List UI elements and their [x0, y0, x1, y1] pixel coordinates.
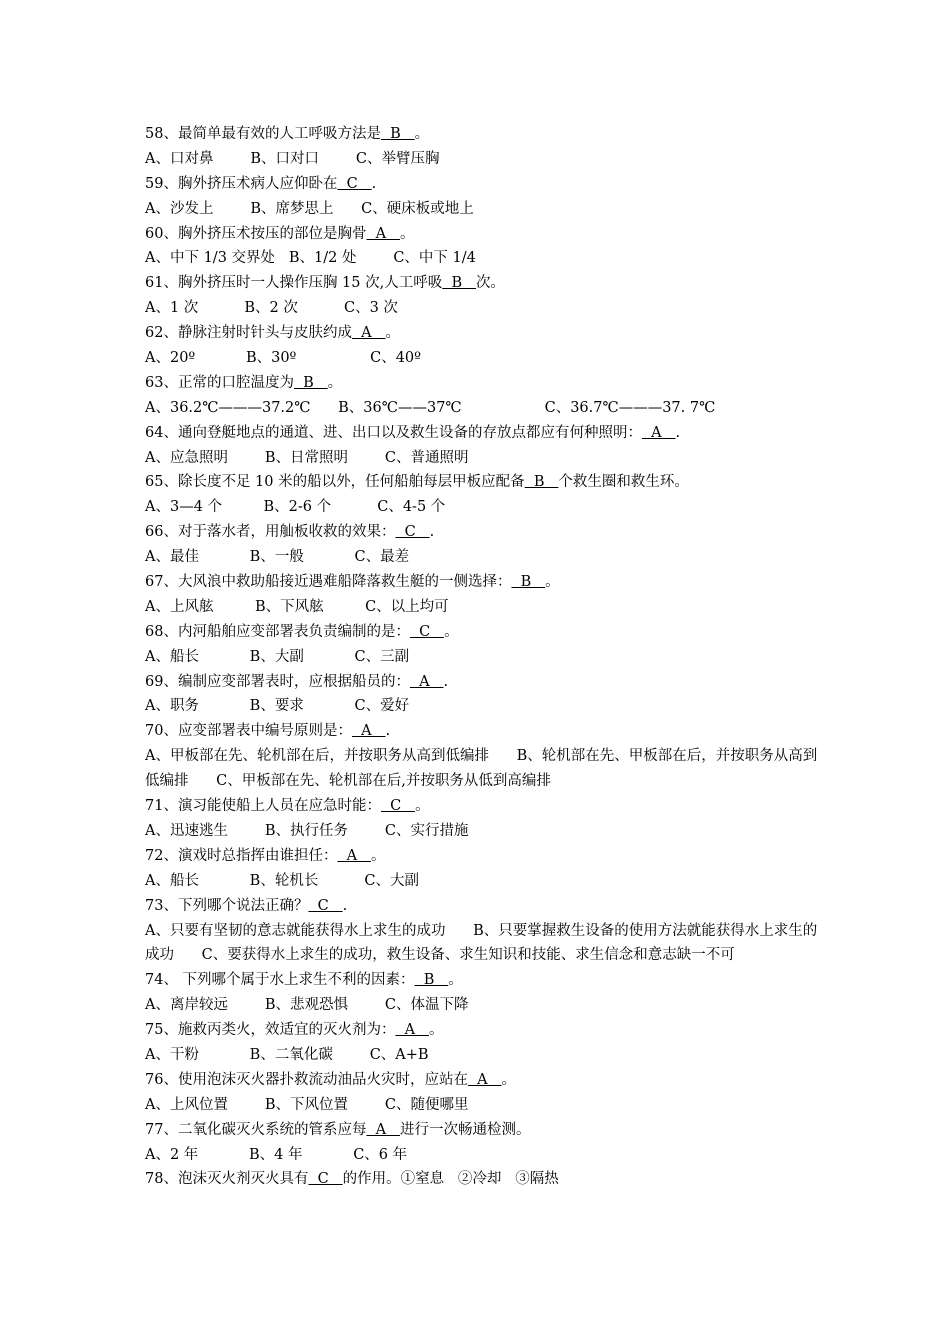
- options-line: A、口对鼻 B、口对口 C、举臂压胸: [145, 150, 440, 167]
- question-suffix: 。: [428, 1022, 444, 1039]
- question-line: [145, 371, 825, 396]
- options-line: A、20º B、30º C、40º: [145, 350, 421, 367]
- answer-blank: A: [409, 673, 444, 690]
- question-line: [145, 620, 825, 645]
- answer-blank: A: [641, 424, 676, 441]
- options-line: A、职务 B、要求 C、爱好: [145, 698, 410, 715]
- document-page: [145, 122, 825, 1192]
- question-suffix: 。: [414, 126, 430, 142]
- answer-blank: B: [380, 126, 415, 142]
- question-text: 73、下列哪个说法正确？: [145, 897, 309, 914]
- question-line: [145, 421, 825, 446]
- answer-blank: C: [409, 623, 445, 640]
- question-suffix: 进行一次畅通检测。: [399, 1121, 531, 1138]
- options-line: A、2 年 B、4 年 C、6 年: [145, 1146, 408, 1163]
- answer-blank: A: [366, 1121, 400, 1138]
- question-text: 58、最简单最有效的人工呼吸方法是: [145, 126, 381, 142]
- question-suffix: .: [342, 897, 348, 914]
- question-line: [145, 222, 825, 247]
- question-suffix: .: [371, 175, 377, 192]
- answer-blank: C: [308, 897, 343, 914]
- question-suffix: 。: [385, 325, 400, 342]
- answer-blank: A: [351, 723, 386, 740]
- options-line: A、离岸较远 B、悲观恐惧 C、体温下降: [145, 997, 469, 1014]
- question-line: [145, 172, 825, 197]
- question-text: 64、通向登艇地点的通道、进、出口以及救生设备的存放点都应有何种照明：: [145, 424, 642, 441]
- options-line: A、船长 B、大副 C、三副: [145, 648, 410, 665]
- question-text: 75、施救丙类火，效适宜的灭火剂为：: [145, 1022, 396, 1039]
- options-line: A、船长 B、轮机长 C、大副: [145, 872, 420, 889]
- question-suffix: 。: [545, 574, 560, 591]
- question-text: 69、编制应变部署表时，应根据船员的：: [145, 673, 410, 690]
- options-line: A、上风位置 B、下风位置 C、随便哪里: [145, 1096, 469, 1113]
- question-suffix: 。: [415, 798, 430, 815]
- question-suffix: .: [385, 723, 391, 740]
- question-text: 78、泡沫灭火剂灭火具有: [145, 1171, 309, 1188]
- question-line: [145, 1167, 825, 1192]
- question-suffix: .: [429, 524, 435, 541]
- question-suffix: 。: [448, 972, 463, 989]
- question-line: [145, 271, 825, 296]
- answer-blank: A: [366, 225, 400, 242]
- question-line: [145, 844, 825, 869]
- question-line: [145, 794, 825, 819]
- answer-blank: B: [511, 574, 546, 591]
- question-line: [145, 1118, 825, 1143]
- question-line: [145, 1018, 825, 1043]
- question-line: [145, 719, 825, 744]
- options-line: A、最佳 B、一般 C、最差: [145, 549, 410, 566]
- answer-blank: C: [308, 1171, 343, 1188]
- question-text: 61、胸外挤压时一人操作压胸 15 次,人工呼吸: [145, 275, 443, 292]
- question-line: [145, 570, 825, 595]
- question-suffix: 。: [327, 374, 343, 391]
- options-line: A、1 次 B、2 次 C、3 次: [145, 300, 398, 317]
- question-text: 76、使用泡沫灭火器扑救流动油品火灾时，应站在: [145, 1071, 468, 1088]
- answer-blank: B: [293, 374, 328, 391]
- options-line: A、上风舷 B、下风舷 C、以上均可: [145, 598, 449, 615]
- question-line: [145, 321, 825, 346]
- answer-blank: B: [414, 972, 449, 989]
- question-line: [145, 670, 825, 695]
- options-line: A、36.2℃———37.2℃ B、36℃——37℃ C、36.7℃———37. 7℃: [145, 399, 716, 416]
- question-text: 74、 下列哪个属于水上求生不利的因素：: [145, 972, 415, 989]
- question-line: [145, 894, 825, 919]
- question-line: [145, 968, 825, 993]
- options-line: A、迅速逃生 B、执行任务 C、实行措施: [145, 822, 469, 839]
- options-line: A、甲板部在先、轮机部在后，并按职务从高到低编排 B、轮机部在先、甲板部在后，并按职务从高到低编排 C、甲板部在先、轮机部在后,并按职务从低到高编排: [145, 748, 818, 790]
- question-suffix: .: [443, 673, 449, 690]
- options-line: A、只要有坚韧的意志就能获得水上求生的成功 B、只要掌握救生设备的使用方法就能获得水上求生的成功 C、要获得水上求生的成功，救生设备、求生知识和技能、求生信念和意志缺一不可: [145, 922, 818, 964]
- question-suffix: 。: [501, 1071, 516, 1088]
- question-text: 70、应变部署表中编号原则是：: [145, 723, 352, 740]
- question-suffix: 的作用。①窒息 ②冷却 ③隔热: [342, 1171, 559, 1188]
- options-line: A、沙发上 B、席梦思上 C、硬床板或地上: [145, 200, 474, 217]
- question-suffix: 次。: [475, 275, 505, 292]
- question-suffix: 。: [399, 225, 415, 242]
- options-line: A、中下 1/3 交界处 B、1/2 处 C、中下 1/4: [145, 250, 476, 267]
- question-text: 66、对于落水者，用舢板收救的效果：: [145, 524, 396, 541]
- question-text: 68、内河船舶应变部署表负责编制的是：: [145, 623, 410, 640]
- answer-blank: A: [337, 847, 371, 864]
- answer-blank: A: [467, 1071, 502, 1088]
- question-text: 67、大风浪中救助船接近遇难船降落救生艇的一侧选择：: [145, 574, 512, 591]
- question-line: [145, 1068, 825, 1093]
- question-text: 72、演戏时总指挥由谁担任：: [145, 847, 338, 864]
- answer-blank: B: [524, 474, 559, 491]
- question-line: [145, 122, 825, 147]
- question-text: 65、除长度不足 10 米的船以外，任何船舶每层甲板应配备: [145, 474, 525, 491]
- question-suffix: 。: [370, 847, 386, 864]
- answer-blank: C: [395, 524, 430, 541]
- question-line: [145, 470, 825, 495]
- question-suffix: 个救生圈和救生环。: [558, 474, 689, 491]
- answer-blank: B: [442, 275, 476, 292]
- answer-blank: A: [395, 1022, 429, 1039]
- question-text: 60、胸外挤压术按压的部位是胸骨: [145, 225, 367, 242]
- question-suffix: 。: [444, 623, 459, 640]
- options-line: A、干粉 B、二氧化碳 C、A+B: [145, 1047, 429, 1064]
- question-text: 59、胸外挤压术病人应仰卧在: [145, 175, 338, 192]
- answer-blank: C: [380, 798, 416, 815]
- question-text: 71、演习能使船上人员在应急时能：: [145, 798, 381, 815]
- question-text: 77、二氧化碳灭火系统的管系应每: [145, 1121, 367, 1138]
- question-line: [145, 520, 825, 545]
- question-text: 63、正常的口腔温度为: [145, 374, 294, 391]
- options-line: A、3—4 个 B、2-6 个 C、4-5 个: [145, 499, 446, 516]
- question-suffix: .: [675, 424, 681, 441]
- answer-blank: C: [337, 175, 372, 192]
- options-line: A、应急照明 B、日常照明 C、普通照明: [145, 449, 469, 466]
- question-text: 62、静脉注射时针头与皮肤约成: [145, 325, 352, 342]
- answer-blank: A: [351, 325, 386, 342]
